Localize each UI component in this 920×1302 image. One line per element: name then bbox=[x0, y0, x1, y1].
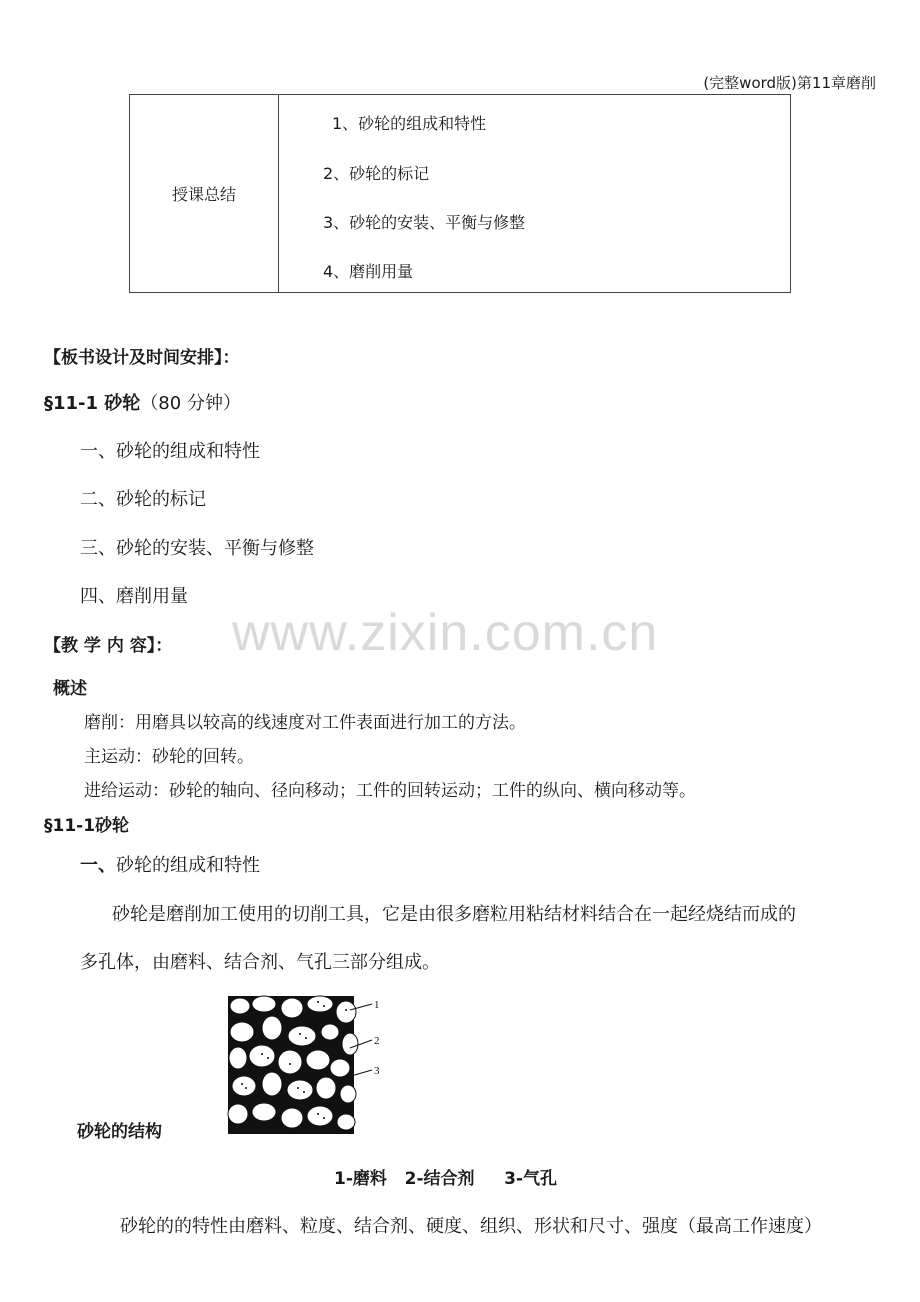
board-design-heading: 【板书设计及时间安排】： bbox=[44, 348, 240, 368]
teaching-content-heading: 【教 学 内 容】： bbox=[44, 636, 173, 656]
summary-item: 2、砂轮的标记 bbox=[323, 164, 430, 183]
page-header: (完整word版)第11章磨削 bbox=[703, 74, 876, 92]
overview-line: 主运动：砂轮的回转。 bbox=[84, 747, 254, 767]
figure-caption: 1-磨料 2-结合剂 3-气孔 bbox=[334, 1169, 558, 1189]
paragraph-line: 多孔体，由磨料、结合剂、气孔三部分组成。 bbox=[80, 952, 440, 973]
paragraph-line: 砂轮的的特性由磨料、粒度、结合剂、硬度、组织、形状和尺寸、强度（最高工作速度） bbox=[120, 1216, 822, 1237]
board-item: 一、砂轮的组成和特性 bbox=[80, 441, 260, 462]
section-time: （80 分钟） bbox=[140, 393, 241, 414]
summary-item: 1、砂轮的组成和特性 bbox=[332, 114, 487, 133]
callout-1: 1 bbox=[374, 999, 380, 1011]
overview-line: 磨削：用磨具以较高的线速度对工件表面进行加工的方法。 bbox=[84, 713, 526, 733]
summary-item: 4、磨削用量 bbox=[323, 262, 414, 281]
section-prefix: §11-1 砂轮 bbox=[44, 393, 141, 414]
figure-label: 砂轮的结构 bbox=[77, 1122, 162, 1142]
overview-line: 进给运动：砂轮的轴向、径向移动；工件的回转运动；工件的纵向、横向移动等。 bbox=[84, 781, 696, 801]
subsection-number: 一、 bbox=[80, 855, 116, 876]
overview-heading: 概述 bbox=[53, 679, 87, 699]
board-item: 二、砂轮的标记 bbox=[80, 489, 206, 510]
callout-3: 3 bbox=[374, 1065, 380, 1077]
paragraph-line: 砂轮是磨削加工使用的切削工具，它是由很多磨粒用粘结材料结合在一起经烧结而成的 bbox=[112, 904, 796, 925]
board-item: 四、磨削用量 bbox=[80, 586, 188, 607]
grinding-wheel-structure-figure bbox=[222, 992, 380, 1140]
summary-table bbox=[129, 94, 791, 293]
subsection-title bbox=[80, 851, 260, 877]
summary-label: 授课总结 bbox=[130, 95, 279, 293]
watermark: www.zixin.com.cn bbox=[232, 604, 659, 662]
section-heading: §11-1砂轮 bbox=[44, 816, 130, 836]
section-title-11-1 bbox=[44, 389, 241, 415]
wheel-structure-diagram bbox=[222, 992, 380, 1140]
summary-items-cell bbox=[279, 95, 791, 293]
subsection-text: 砂轮的组成和特性 bbox=[116, 855, 260, 876]
board-item: 三、砂轮的安装、平衡与修整 bbox=[80, 538, 314, 559]
summary-item: 3、砂轮的安装、平衡与修整 bbox=[323, 213, 526, 232]
callout-2: 2 bbox=[374, 1035, 380, 1047]
